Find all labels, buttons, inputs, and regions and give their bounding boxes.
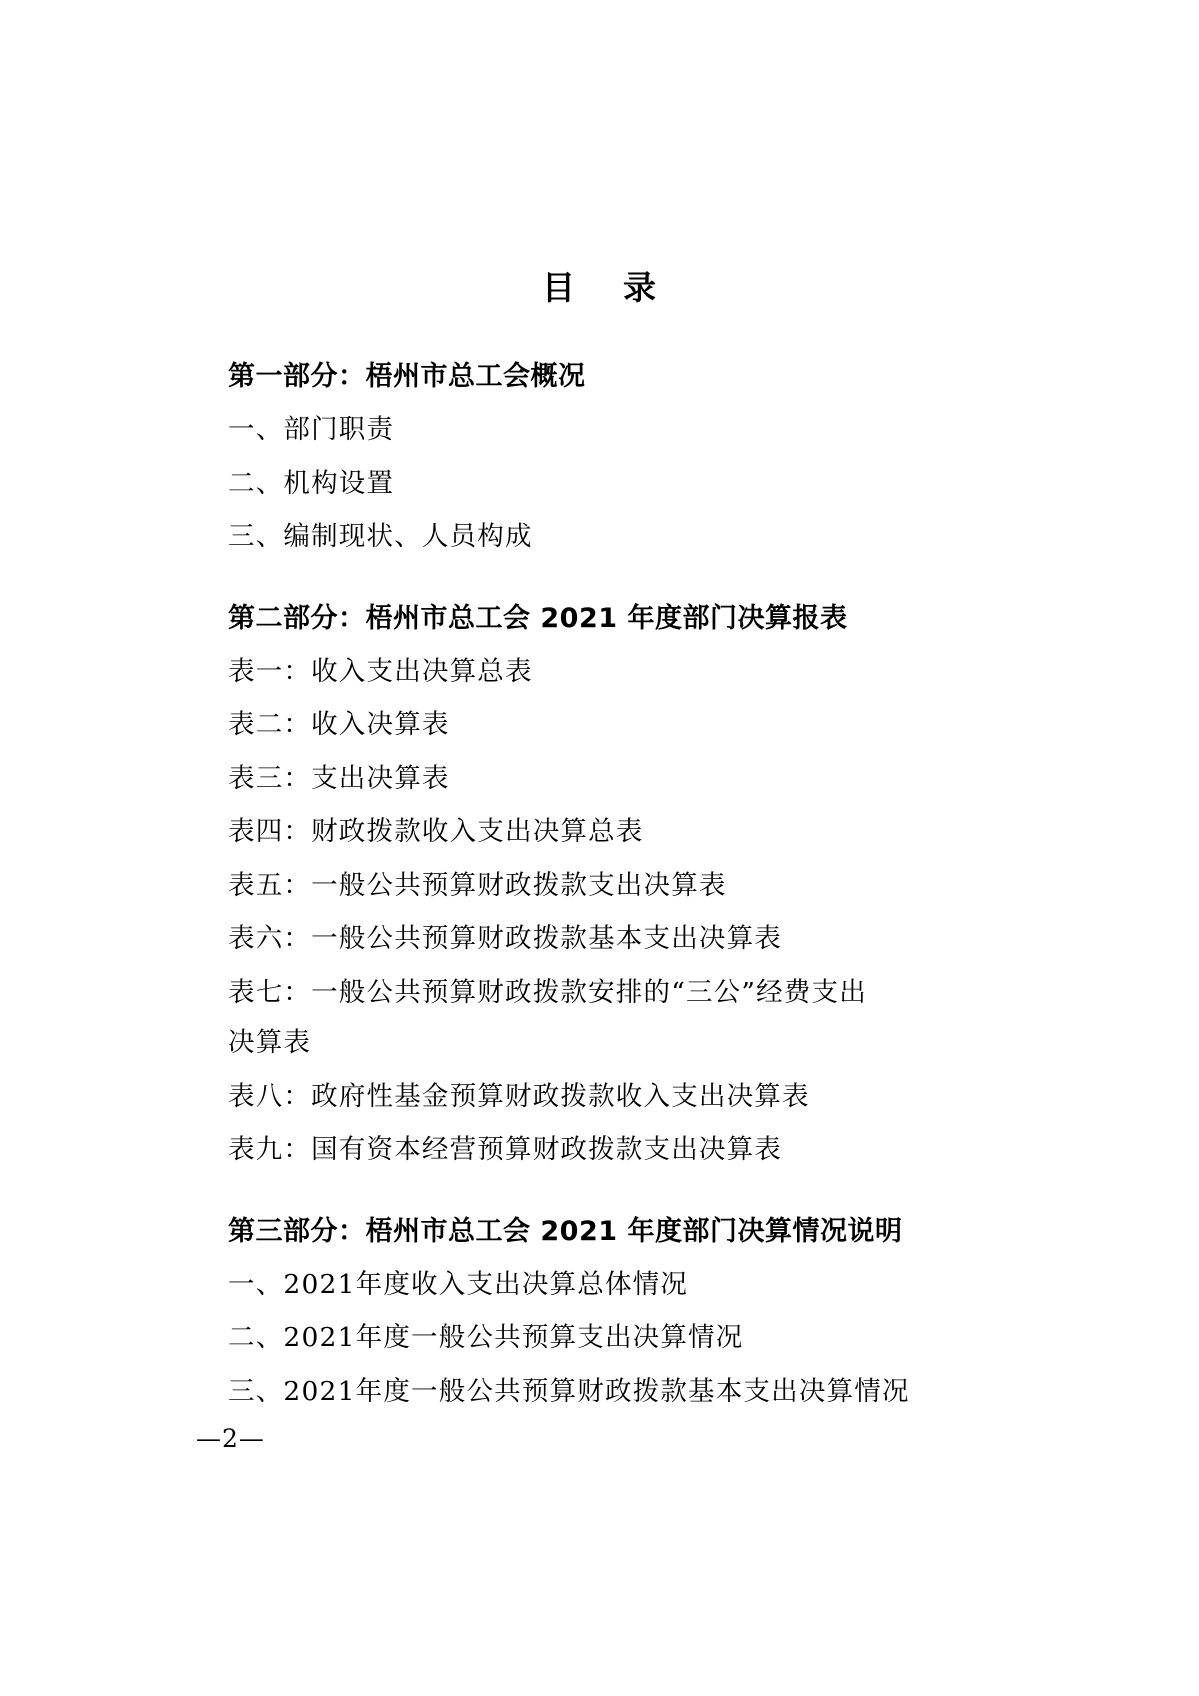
toc-item[interactable]: 二、机构设置 [228,467,395,499]
toc-item[interactable]: 表八：政府性基金预算财政拨款收入支出决算表 [228,1080,810,1112]
toc-item[interactable]: 三、编制现状、人员构成 [228,521,533,552]
section-heading-3: 第三部分：梧州市总工会 2021 年度部门决算情况说明 [228,1215,903,1247]
toc-item[interactable]: 表三：支出决算表 [228,762,450,794]
section-heading-1: 第一部分：梧州市总工会概况 [228,361,586,392]
toc-item[interactable]: 三、2021年度一般公共预算财政拨款基本支出决算情况 [228,1375,910,1407]
toc-item[interactable]: 表二：收入决算表 [228,709,450,740]
toc-item[interactable]: 表四：财政拨款收入支出决算总表 [228,816,644,847]
page-title-char-2: 录 [623,268,658,307]
toc-item[interactable]: 表五：一般公共预算财政拨款支出决算表 [228,869,727,901]
toc-item-continuation[interactable]: 决算表 [228,1027,312,1058]
toc-item[interactable]: 表九：国有资本经营预算财政拨款支出决算表 [228,1134,782,1165]
toc-item[interactable]: 一、2021年度收入支出决算总体情况 [228,1268,689,1300]
toc-item[interactable]: 表一：收入支出决算总表 [228,655,533,687]
page-title-char-1: 目 [542,268,577,307]
page-content [228,0,972,1405]
page-number: —2— [196,1424,265,1453]
page-title [228,262,972,309]
toc-item[interactable]: 一、部门职责 [228,414,395,445]
toc-item[interactable]: 表七：一般公共预算财政拨款安排的“三公”经费支出 [228,976,867,1008]
section-heading-2: 第二部分：梧州市总工会 2021 年度部门决算报表 [228,602,848,634]
toc-item[interactable]: 二、2021年度一般公共预算支出决算情况 [228,1322,744,1353]
toc-item[interactable]: 表六：一般公共预算财政拨款基本支出决算表 [228,923,782,954]
